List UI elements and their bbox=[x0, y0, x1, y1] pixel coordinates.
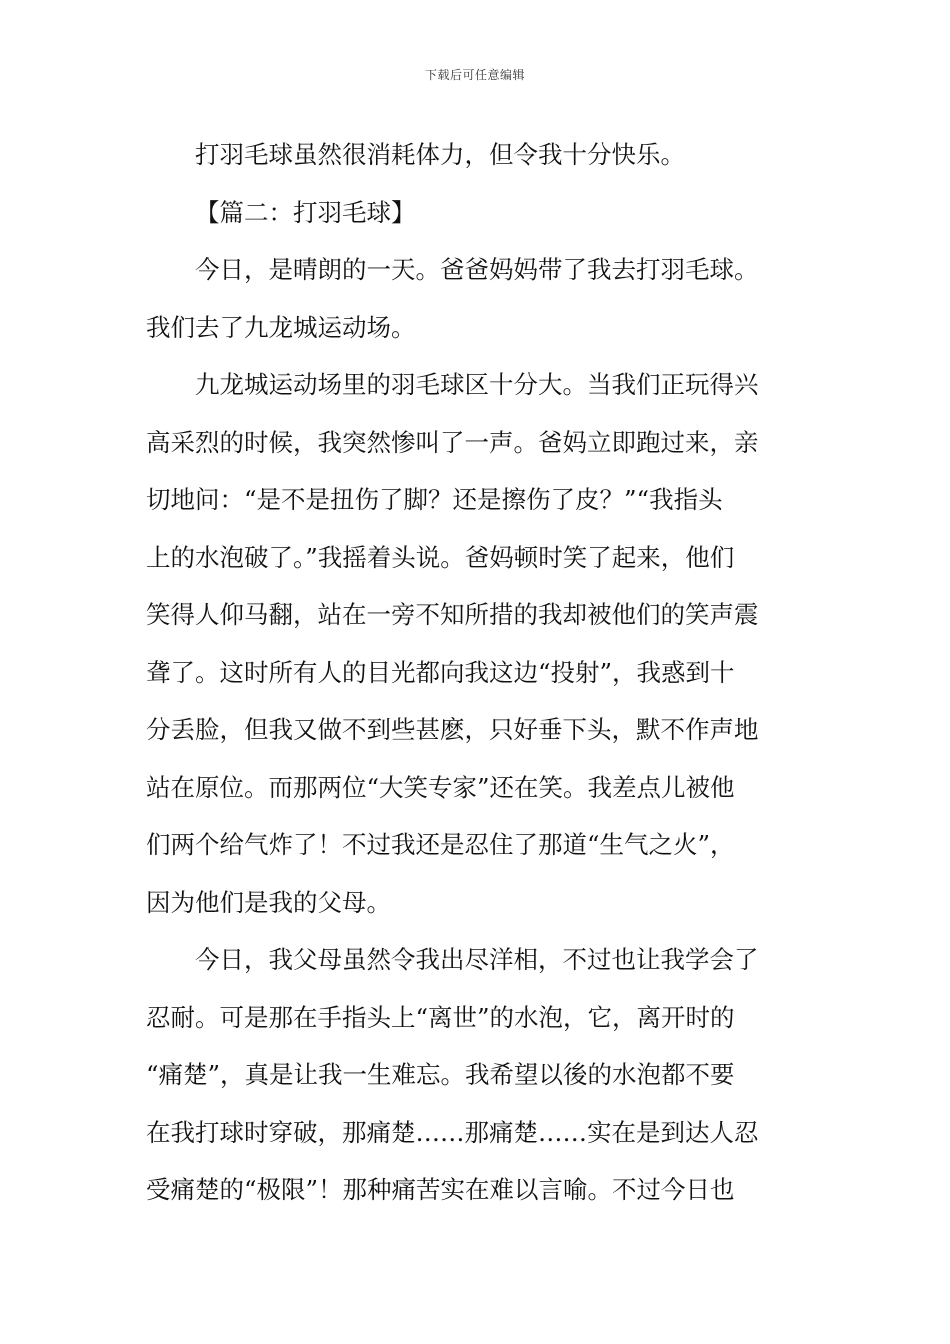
document-body bbox=[146, 126, 806, 1219]
text-line: 笑得人仰马翻，站在一旁不知所措的我却被他们的笑声震 bbox=[146, 600, 759, 629]
text-line: 打羽毛球虽然很消耗体力，但令我十分快乐。 bbox=[195, 140, 685, 169]
text-line: 高采烈的时候，我突然惨叫了一声。爸妈立即跑过来，亲 bbox=[146, 427, 759, 457]
text-line: 今日，是晴朗的一天。爸爸妈妈带了我去打羽毛球。 bbox=[195, 255, 759, 284]
text-line: 我们去了九龙城运动场。 bbox=[146, 312, 416, 342]
section-heading: 【篇二：打羽毛球】 bbox=[195, 197, 416, 227]
text-line: 今日，我父母虽然令我出尽洋相，不过也让我学会了 bbox=[195, 945, 759, 974]
text-line: 忍耐。可是那在手指头上“离世”的水泡，它，离开时的 bbox=[146, 1002, 735, 1032]
text-line: 分丢脸，但我又做不到些甚麽，只好垂下头，默不作声地 bbox=[146, 715, 759, 744]
text-line: 切地问：“是不是扭伤了脚？还是擦伤了皮？”“我指头 bbox=[146, 485, 723, 514]
text-line: 聋了。这时所有人的目光都向我这边“投射”，我惑到十 bbox=[146, 657, 735, 687]
text-line: 因为他们是我的父母。 bbox=[146, 887, 391, 917]
text-line: 九龙城运动场里的羽毛球区十分大。当我们正玩得兴 bbox=[195, 370, 759, 399]
page-header: 下载后可任意编辑 bbox=[424, 68, 525, 82]
text-line: 在我打球时穿破，那痛楚……那痛楚……实在是到达人忍 bbox=[146, 1117, 759, 1147]
text-line: 上的水泡破了。”我摇着头说。爸妈顿时笑了起来，他们 bbox=[146, 542, 735, 572]
text-line: 们两个给气炸了！不过我还是忍住了那道“生气之火”， bbox=[146, 830, 735, 859]
text-line: “痛楚”，真是让我一生难忘。我希望以後的水泡都不要 bbox=[146, 1060, 735, 1089]
text-line: 受痛楚的“极限”！那种痛苦实在难以言喻。不过今日也 bbox=[146, 1175, 735, 1204]
text-line: 站在原位。而那两位“大笑专家”还在笑。我差点儿被他 bbox=[146, 772, 735, 802]
